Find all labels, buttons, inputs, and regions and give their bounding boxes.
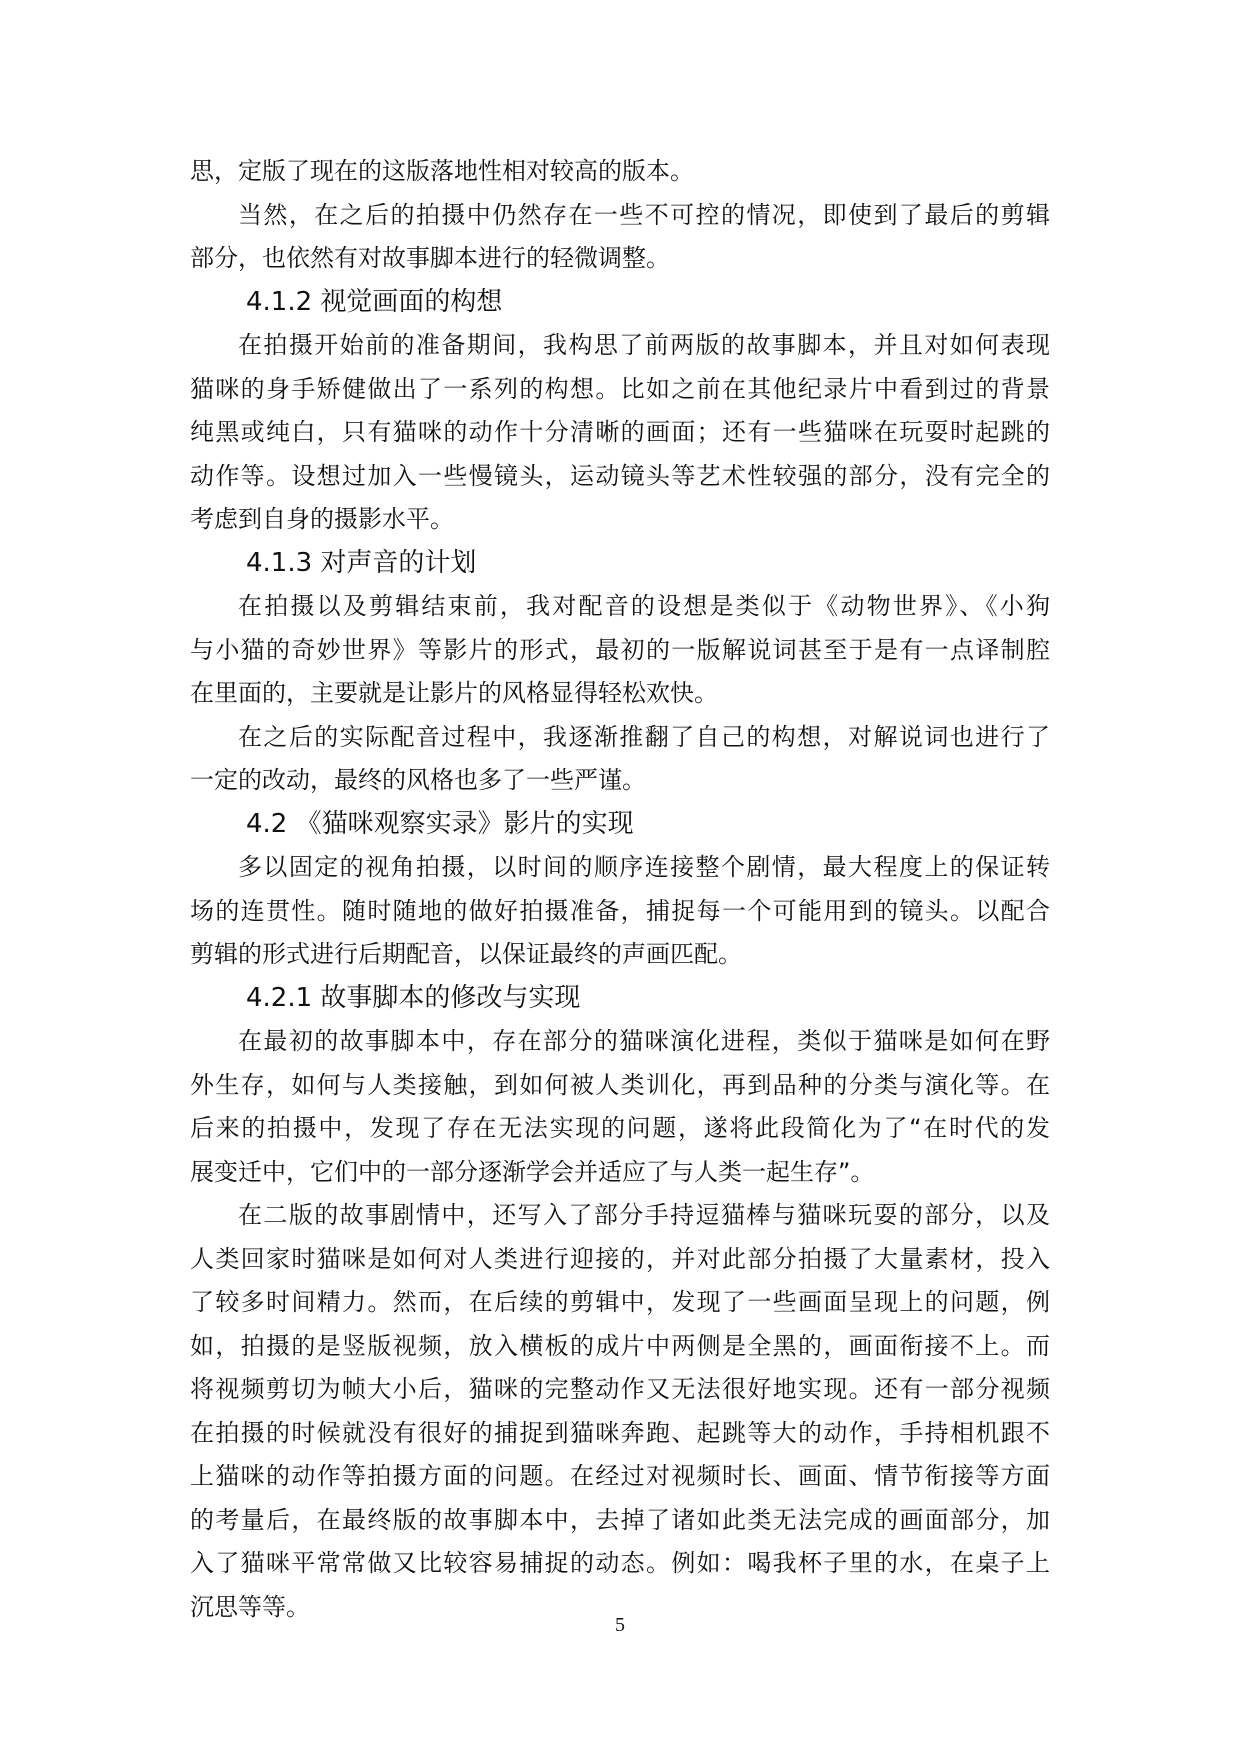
paragraph — [190, 1020, 1050, 1194]
text-line: 考虑到自身的摄影水平。 — [190, 505, 454, 533]
text-line: 在最初的故事脚本中，存在部分的猫咪演化进程，类似于猫咪是如何在野 — [238, 1027, 1050, 1055]
paragraph — [190, 846, 1050, 977]
text-line: 动作等。设想过加入一些慢镜头，运动镜头等艺术性较强的部分，没有完全的 — [190, 461, 1050, 490]
text-line: 在拍摄开始前的准备期间，我构思了前两版的故事脚本，并且对如何表现 — [238, 331, 1050, 359]
text-line: 了较多时间精力。然而，在后续的剪辑中，发现了一些画面呈现上的问题，例 — [190, 1288, 1050, 1316]
text-line: 思，定版了现在的这版落地性相对较高的版本。 — [190, 157, 694, 185]
section-heading — [190, 281, 1050, 325]
text-line: 将视频剪切为帧大小后，猫咪的完整动作又无法很好地实现。还有一部分视频 — [190, 1375, 1050, 1403]
text-line: 人类回家时猫咪是如何对人类进行迎接的，并对此部分拍摄了大量素材，投入 — [190, 1244, 1050, 1273]
paragraph — [190, 1194, 1050, 1629]
text-line: 在里面的，主要就是让影片的风格显得轻松欢快。 — [190, 679, 718, 707]
section-heading — [190, 977, 1050, 1021]
text-line: 一定的改动，最终的风格也多了一些严谨。 — [190, 766, 646, 794]
paragraph — [190, 150, 1050, 194]
section-heading — [190, 542, 1050, 586]
text-line: 4.2.1 故事脚本的修改与实现 — [246, 982, 581, 1013]
text-line: 剪辑的形式进行后期配音，以保证最终的声画匹配。 — [190, 940, 742, 968]
section-heading — [190, 803, 1050, 847]
text-line: 外生存，如何与人类接触，到如何被人类训化，再到品种的分类与演化等。在 — [190, 1070, 1050, 1099]
paragraph — [190, 324, 1050, 542]
text-line: 入了猫咪平常常做又比较容易捕捉的动态。例如：喝我杯子里的水，在桌子上 — [190, 1549, 1050, 1577]
text-line: 部分，也依然有对故事脚本进行的轻微调整。 — [190, 244, 670, 272]
text-line: 后来的拍摄中，发现了存在无法实现的问题，遂将此段简化为了“在时代的发 — [190, 1114, 1050, 1142]
text-line: 场的连贯性。随时随地的做好拍摄准备，捕捉每一个可能用到的镜头。以配合 — [190, 896, 1050, 925]
text-line: 如，拍摄的是竖版视频，放入横板的成片中两侧是全黑的，画面衔接不上。而 — [190, 1331, 1050, 1360]
text-line: 在二版的故事剧情中，还写入了部分手持逗猫棒与猫咪玩耍的部分，以及 — [238, 1201, 1050, 1229]
text-line: 多以固定的视角拍摄，以时间的顺序连接整个剧情，最大程度上的保证转 — [238, 853, 1050, 881]
text-line: 4.1.2 视觉画面的构想 — [246, 286, 503, 317]
text-line: 在拍摄的时候就没有很好的捕捉到猫咪奔跑、起跳等大的动作，手持相机跟不 — [190, 1418, 1050, 1447]
page-number: 5 — [615, 1614, 625, 1636]
paragraph — [190, 585, 1050, 716]
text-line: 4.1.3 对声音的计划 — [246, 547, 477, 578]
paragraph — [190, 194, 1050, 281]
text-line: 猫咪的身手矫健做出了一系列的构想。比如之前在其他纪录片中看到过的背景 — [190, 374, 1050, 403]
text-line: 4.2 《猫咪观察实录》影片的实现 — [246, 808, 634, 839]
page-body — [190, 150, 1050, 1629]
text-line: 展变迁中，它们中的一部分逐渐学会并适应了与人类一起生存”。 — [190, 1157, 875, 1186]
text-line: 沉思等等。 — [190, 1592, 310, 1621]
text-line: 的考量后，在最终版的故事脚本中，去掉了诸如此类无法完成的画面部分，加 — [190, 1505, 1050, 1534]
text-line: 在之后的实际配音过程中，我逐渐推翻了自己的构想，对解说词也进行了 — [238, 722, 1050, 751]
text-line: 当然，在之后的拍摄中仍然存在一些不可控的情况，即使到了最后的剪辑 — [238, 200, 1050, 229]
text-line: 纯黑或纯白，只有猫咪的动作十分清晰的画面；还有一些猫咪在玩耍时起跳的 — [190, 418, 1050, 446]
text-line: 在拍摄以及剪辑结束前，我对配音的设想是类似于《动物世界》、《小狗 — [238, 592, 1050, 620]
paragraph — [190, 716, 1050, 803]
text-line: 上猫咪的动作等拍摄方面的问题。在经过对视频时长、画面、情节衔接等方面 — [190, 1462, 1050, 1490]
text-line: 与小猫的奇妙世界》等影片的形式，最初的一版解说词甚至于是有一点译制腔 — [190, 635, 1050, 664]
